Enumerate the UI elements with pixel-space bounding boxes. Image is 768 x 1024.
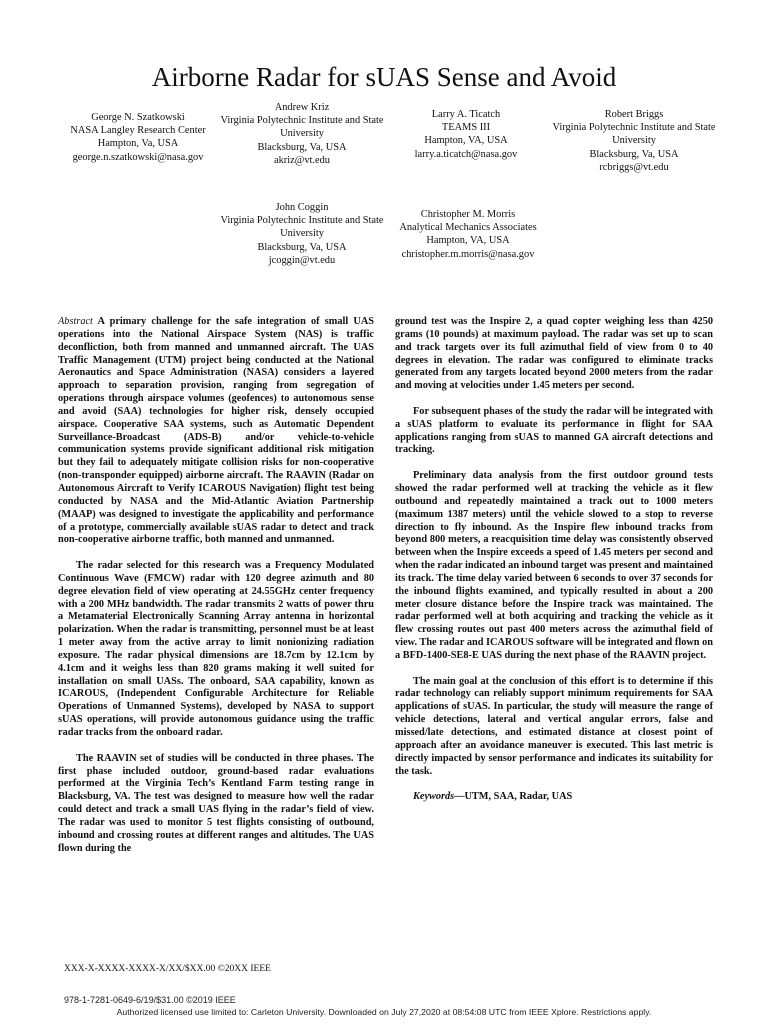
paper-title: Airborne Radar for sUAS Sense and Avoid [151,62,617,92]
author-email: rcbriggs@vt.edu [599,161,669,173]
isbn-line: 978-1-7281-0649-6/19/$31.00 ©2019 IEEE [64,995,236,1005]
keywords-text: UTM, SAA, Radar, UAS [464,791,573,803]
body-paragraph: Preliminary data analysis from the first outdoor ground tests showed the radar performed well at tracking the vehicle as it flew outbound and repeatedly maintained a track out to 1000 meters (maximum 1387 meters) until the vehicle slowed to a stop to reverse direction to fly inbound. As the Inspire flew inbound tracks from beyond 800 meters, a reacquisition time delay was consistently observed between when the Inspire exceeds a speed of 1.45 meters per second and when the radar indicated an inbound target was present and maintained its track. The time delay varied between 6 seconds to over 37 seconds for the inbound flights examined, and typically resulted in about a 200 meter closure distance before the Inspire track was maintained. The radar performed well at both acquiring and tracking the vehicle as it flew crossing routes out past 400 meters across the azimuthal field of view. The radar and ICAROUS software will be integrated and flown on a BFD-1400-SE8-E UAS during the next phase of the RAAVIN project. [395,470,713,661]
author-block [388,108,544,161]
author-email: christopher.m.morris@nasa.gov [401,248,535,260]
right-column [395,316,713,817]
author-block [380,208,556,261]
author-name: Andrew Kriz [274,102,330,113]
author-name: George N. Szatkowski [91,112,185,123]
author-block [548,108,720,174]
author-name: Christopher M. Morris [420,209,516,220]
license-notice: Authorized licensed use limited to: Carleton University. Downloaded on July 27,2020 at 08:54:08 UTC from IEEE Xplore. Restrictions apply. [116,1007,652,1017]
author-affiliation: Virginia Polytechnic Institute and State University [220,115,384,140]
author-affiliation: Virginia Polytechnic Institute and State University [552,122,716,147]
author-email: akriz@vt.edu [273,154,331,166]
author-affiliation: TEAMS III [441,122,491,134]
author-location: Blacksburg, Va, USA [589,148,679,160]
body-paragraph: For subsequent phases of the study the radar will be integrated with a sUAS platform to evaluate its performance in flight for SAA applications ranging from sUAS to manned GA aircraft detections and tracking. [395,405,713,456]
author-name: Larry A. Ticatch [431,109,501,120]
author-block [216,101,388,167]
body-paragraph: The main goal at the conclusion of this effort is to determine if this radar technology can reliably support minimum requirements for SAA applications of sUAS. In particular, the study will measure the range of vehicle detections, lateral and vertical angular errors, false and missed/late detections, and estimated distance at closest point of approach after an avoidance maneuver is executed. This last metric is directly impacted by sensor performance and indicates its suitability for the task. [395,675,713,777]
abstract-text: A primary challenge for the safe integration of small UAS operations into the National Airspace System (NAS) is traffic deconfliction, both from manned and unmanned aircraft. The UAS Traffic Management (UTM) project being conducted at the National Aeronautics and Space Administration (NASA) considers a layered approach to separation provision, ranging from segregation of operations through airspace volumes (geofences) to autonomous sense and avoid (SAA) technologies for higher risk, densely occupied airspace. Cooperative SAA systems, such as Automatic Dependent Surveillance-Broadcast (ADS-B) and/or vehicle-to-vehicle communication systems provide significant additional risk mitigation but they fail to adequately mitigate collision risks for non-cooperative (non-transponder equipped) airborne aircraft. The RAAVIN (Radar on Autonomous Aircraft to Verify ICAROUS Navigation) flight test being conducted by NASA and the Mid-Atlantic Aviation Partnership (MAAP) was designed to investigate the applicability and performance of a prototype, commercially available sUAS radar to detect and track non-cooperative airborne traffic, both manned and unmanned. [58,316,374,546]
author-name: Robert Briggs [604,109,664,120]
body-paragraph: ground test was the Inspire 2, a quad copter weighing less than 4250 grams (10 pounds) at maximum payload. The radar was set up to scan and track targets over its full azimuthal field of view from 0 to 40 degrees in elevation. The radar was configured to eliminate tracks generated from any targets located beyond 2000 meters from the radar and moving at velocities under 1.45 meters per second. [395,316,713,392]
author-location: Hampton, Va, USA [97,138,179,150]
author-affiliation: Analytical Mechanics Associates [399,222,537,234]
body-paragraph: The radar selected for this research was a Frequency Modulated Continuous Wave (FMCW) radar with 120 degree azimuth and 80 degree elevation field of view operating at 24.55GHz center frequency with a 200 MHz bandwidth. The radar transmits 2 watts of power thru a Metamaterial Electronically Scanning Array antenna in horizontal polarization. When the radar is transmitting, personnel must be at least 1 meter away from the active array to limit nonionizing radiation exposure. The radar physical dimensions are 18.7cm by 12.1cm by 4.1cm and it weighs less than 820 grams making it well suited for installation on small UASs. The onboard, SAA capability, known as ICAROUS, (Independent Configurable Architecture for Reliable Operations of Unmanned Systems), developed by NASA to support sUAS operations, will provide autonomous guidance using the traffic radar tracks from the onboard radar. [58,560,374,738]
abstract-paragraph [58,316,374,547]
author-affiliation: Virginia Polytechnic Institute and State University [220,215,384,240]
keywords-paragraph [395,791,713,804]
author-block [216,201,388,267]
author-name: John Coggin [275,202,329,213]
author-location: Hampton, VA, USA [424,135,508,147]
author-affiliation: NASA Langley Research Center [70,125,206,137]
author-email: larry.a.ticatch@nasa.gov [414,148,518,160]
left-column [58,316,374,868]
author-location: Blacksburg, Va, USA [257,141,347,153]
copyright-placeholder: XXX-X-XXXX-XXXX-X/XX/$XX.00 ©20XX IEEE [64,964,271,974]
abstract-label: Abstract [58,316,93,327]
author-location: Blacksburg, Va, USA [257,241,347,253]
body-paragraph: The RAAVIN set of studies will be conducted in three phases. The first phase included outdoor, ground-based radar evaluations performed at the Virginia Tech’s Kentland Farm testing range in Blacksburg, VA. The test was designed to measure how well the radar could detect and track a small UAS flying in the radar’s field of view. The radar was used to monitor 5 test flights consisting of outbound, inbound and crossing routes at different ranges and altitudes. The UAS flown during the [58,752,374,854]
author-email: jcoggin@vt.edu [268,254,336,266]
author-location: Hampton, VA, USA [426,235,510,247]
keywords-label: Keywords— [413,791,465,803]
author-email: george.n.szatkowski@nasa.gov [72,151,204,163]
author-block [48,111,228,164]
